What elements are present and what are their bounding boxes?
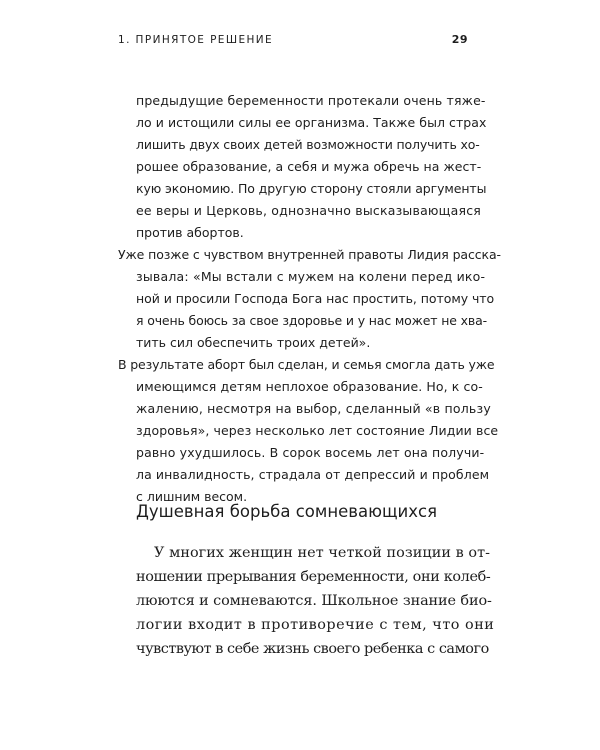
text-line: чувствуют в себе жизнь своего ребенка с самого: [136, 641, 489, 657]
text-line: тить сил обеспечить троих детей».: [136, 335, 371, 350]
page-number: 29: [451, 33, 468, 46]
text-line: ла инвалидность, страдала от депрессий и проблем: [136, 467, 490, 482]
text-line: равно ухудшилось. В сорок восемь лет она получи-: [136, 445, 485, 460]
text-line: У многих женщин нет четкой позиции в от-: [154, 545, 491, 561]
running-header: [118, 30, 468, 52]
text-line: жалению, несмотря на выбор, сделанный «в пользу: [136, 401, 491, 416]
text-line: здоровья», через несколько лет состояние Лидии все: [136, 423, 499, 438]
text-line: зывала: «Мы встали с мужем на колени перед ико-: [136, 269, 486, 284]
text-line: люются и сомневаются. Школьное знание био-: [136, 593, 492, 609]
section-heading: Душевная борьба сомневающихся: [136, 502, 438, 521]
text-line: логии входит в противоречие с тем, что они: [136, 617, 495, 633]
chapter-title: 1. ПРИНЯТОЕ РЕШЕНИЕ: [118, 34, 274, 46]
text-line: лишить двух своих детей возможности получить хо-: [136, 137, 480, 152]
text-line: кую экономию. По другую сторону стояли аргументы: [136, 181, 487, 196]
text-line: Уже позже с чувством внутренней правоты Лидия расска-: [118, 247, 501, 262]
text-line: В результате аборт был сделан, и семья смогла дать уже: [118, 357, 495, 372]
text-line: рошее образование, а себя и мужа обречь на жест-: [136, 159, 482, 174]
text-line: ношении прерывания беременности, они колеб-: [136, 569, 491, 585]
text-line: с лишним весом.: [136, 489, 248, 504]
text-line: ее веры и Церковь, однозначно высказывающаяся: [136, 203, 481, 218]
text-line: ло и истощили силы ее организма. Также был страх: [136, 115, 487, 130]
text-line: ной и просили Господа Бога нас простить, потому что: [136, 291, 495, 306]
text-line: против абортов.: [136, 225, 244, 240]
text-line: предыдущие беременности протекали очень тяже-: [136, 93, 486, 108]
text-line: я очень боюсь за свое здоровье и у нас может не хва-: [136, 313, 487, 328]
text-line: имеющимся детям неплохое образование. Но, к со-: [136, 379, 483, 394]
